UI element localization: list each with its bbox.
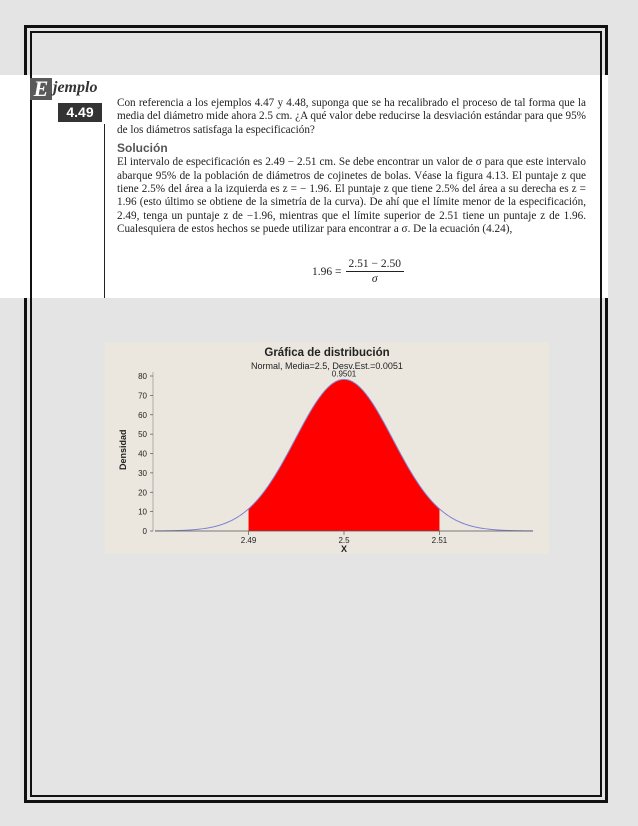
x-tick-label: 2.49: [240, 536, 257, 545]
shaded-area-region: [249, 379, 440, 531]
chart-plot: [105, 342, 549, 554]
y-tick-label: 30: [138, 468, 147, 478]
x-tick-label: 2.5: [338, 536, 350, 545]
distribution-chart: [105, 342, 549, 554]
equation-fraction: [346, 258, 405, 285]
equation-numerator: 2.51 − 2.50: [346, 258, 405, 272]
example-body: [117, 97, 586, 237]
example-word: jemplo: [53, 79, 98, 96]
shaded-area-label: 0.9501: [331, 369, 357, 379]
equation: [312, 258, 404, 285]
chart-y-axis-label: Densidad: [118, 429, 128, 470]
equation-lhs: 1.96 =: [312, 265, 342, 278]
y-tick-label: 70: [138, 391, 147, 401]
y-tick-label: 20: [138, 488, 147, 498]
y-tick-label: 50: [138, 430, 147, 440]
margin-rule: [104, 124, 105, 298]
chart-title: Gráfica de distribución: [264, 347, 390, 359]
y-tick-label: 80: [138, 372, 147, 381]
example-number: 4.49: [58, 103, 102, 122]
solution-text: El intervalo de especificación es 2.49 − 2.51 cm. Se debe encontrar un valor de σ para que este intervalo abarque 95% de la población de diámetros de cojinetes de bolas. Véase la figura 4.13. El puntaje z que tiene 2.5% del área a la izquierda es z = − 1.96. El puntaje z que tiene 2.5% del área a su derecha es z = 1.96 (esto último se obtiene de la simetría de la curva). De ahí que el límite menor de la especificación, 2.49, tenga un puntaje z de −1.96, mientras que el límite superior de 2.51 tiene un puntaje z de 1.96. Cualesquiera de estos hechos se puede utilizar para encontrar a σ. De la ecuación (4.24),: [117, 156, 586, 236]
y-tick-label: 60: [138, 410, 147, 420]
equation-denominator: σ: [371, 273, 378, 285]
x-axis-label: X: [340, 544, 348, 554]
example-label: [30, 78, 97, 100]
y-tick-label: 40: [138, 449, 147, 459]
y-tick-label: 0: [142, 527, 147, 536]
problem-statement: Con referencia a los ejemplos 4.47 y 4.48, suponga que se ha recalibrado el proceso de tal forma que la media del diámetro mide ahora 2.5 cm. ¿A qué valor debe reducirse la desviación estándar para que 95% de los diámetros satisfaga la especificación?: [117, 97, 586, 136]
solution-heading: Solución: [117, 141, 168, 156]
x-tick-label: 2.51: [431, 536, 448, 545]
y-tick-label: 10: [138, 507, 147, 517]
example-initial: E: [30, 78, 52, 100]
chart-subtitle: Normal, Media=2.5, Desv.Est.=0.0051: [251, 361, 403, 371]
